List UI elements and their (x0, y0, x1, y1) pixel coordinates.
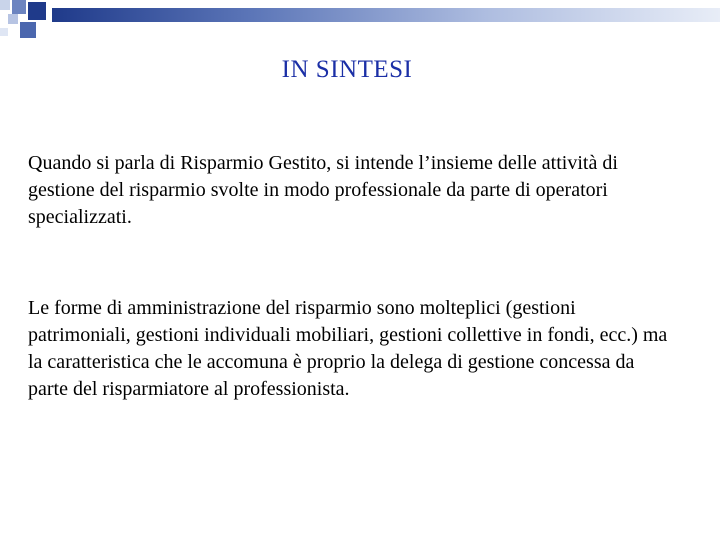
decorative-square (0, 28, 8, 36)
decorative-square (20, 22, 36, 38)
paragraph-definition: Quando si parla di Risparmio Gestito, si intende l’insieme delle attività di gestione del risparmio svolte in modo professionale da parte di operatori specializzati. (28, 152, 618, 228)
decorative-square (12, 0, 26, 14)
header-gradient-bar (52, 8, 720, 22)
slide-title: IN SINTESI (281, 56, 413, 83)
decorative-square (8, 14, 18, 24)
decorative-square (28, 2, 46, 20)
decorative-square (0, 0, 10, 10)
paragraph-forms: Le forme di amministrazione del risparmio sono molteplici (gestioni patrimoniali, gestioni individuali mobiliari, gestioni collettive in fondi, ecc.) ma la caratteristica che le accomuna è proprio la delega di gestione concessa da parte del risparmiatore al professionista. (28, 297, 668, 400)
